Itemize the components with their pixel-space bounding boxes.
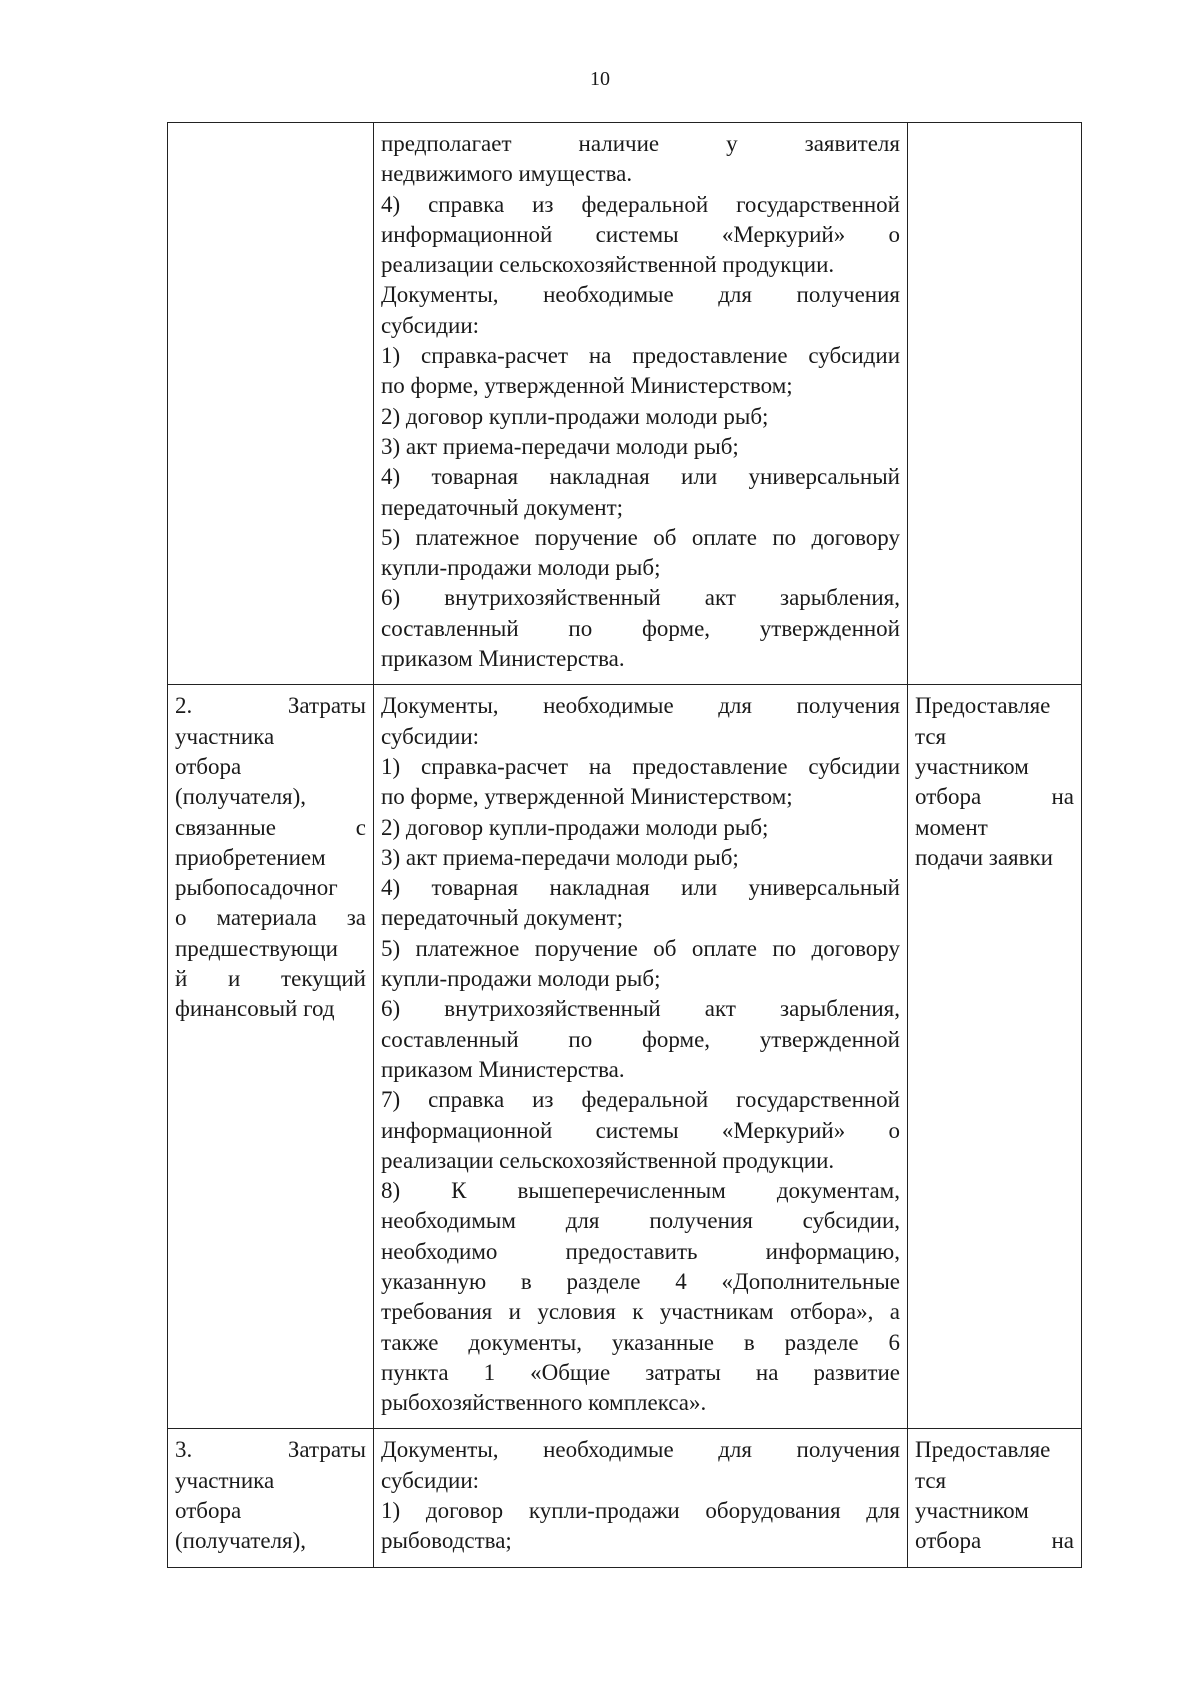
text-line: 7) справка из федеральной государственной [381,1087,900,1113]
text-line: отбора на [915,784,1074,810]
row-2-cost-type-cell [168,685,374,1429]
text-line: купли-продажи молоди рыб; [381,966,661,992]
text-line: реализации сельскохозяйственной продукции. [381,1147,835,1173]
row-3-submission-cell [908,1429,1082,1567]
table-row [168,685,1082,1429]
text-line: 6) внутрихозяйственный акт зарыбления, [381,996,900,1022]
text-line: передаточный документ; [381,905,624,931]
text-line: приобретением [175,844,326,870]
text-line: участником [915,1498,1029,1524]
text-line: рыбоводства; [381,1528,512,1554]
text-line: Предоставляе [915,1437,1051,1463]
text-line: 2) договор купли-продажи молоди рыб; [381,403,769,429]
text-line: требования и условия к участникам отбора», а [381,1299,900,1325]
text-line: участником [915,753,1029,779]
text-line: участника [175,1467,275,1493]
text-line: Документы, необходимые для получения [381,1437,900,1463]
text-line: субсидии: [381,723,480,749]
text-line: 2. Затраты [175,693,366,719]
text-line: необходимо предоставить информацию, [381,1238,900,1264]
text-line: 3) акт приема-передачи молоди рыб; [381,844,739,870]
text-line: субсидии: [381,312,480,338]
text-line: составленный по форме, утвержденной [381,615,900,641]
text-line: 1) договор купли-продажи оборудования для [381,1498,900,1524]
text-line: предшествующи [175,935,338,961]
row-3-documents-cell [374,1429,908,1567]
text-line: Документы, необходимые для получения [381,282,900,308]
text-line: 3) акт приема-передачи молоди рыб; [381,433,739,459]
text-line: участника [175,723,275,749]
text-line: момент [915,814,988,840]
text-line: составленный по форме, утвержденной [381,1026,900,1052]
text-line: й и текущий [175,966,366,992]
text-line: 5) платежное поручение об оплате по договору [381,935,900,961]
text-line: отбора на [915,1528,1074,1554]
text-line: информационной системы «Меркурий» о [381,1117,900,1143]
row-1-submission-cell [908,123,1082,685]
text-line: предполагает наличие у заявителя [381,131,900,156]
text-line: финансовый год [175,996,335,1022]
text-line: 4) товарная накладная или универсальный [381,875,900,901]
text-line: рыбохозяйственного комплекса». [381,1390,707,1416]
text-line: 1) справка-расчет на предоставление субсидии [381,753,900,779]
text-line: отбора [175,1498,242,1524]
text-line: по форме, утвержденной Министерством; [381,784,793,810]
text-line: информационной системы «Меркурий» о [381,221,900,247]
text-line: отбора [175,753,242,779]
text-line: 4) справка из федеральной государственной [381,191,900,217]
table-row [168,123,1082,685]
text-line: 3. Затраты [175,1437,366,1463]
row-1-documents-cell [374,123,908,685]
text-line: Предоставляе [915,693,1051,719]
text-line: купли-продажи молоди рыб; [381,555,661,581]
text-line: 6) внутрихозяйственный акт зарыбления, [381,585,900,611]
table-row [168,1429,1082,1567]
text-line: 1) справка-расчет на предоставление субсидии [381,343,900,369]
text-line: 4) товарная накладная или универсальный [381,464,900,490]
text-line: Документы, необходимые для получения [381,693,900,719]
text-line: недвижимого имущества. [381,161,633,187]
text-line: указанную в разделе 4 «Дополнительные [381,1268,900,1294]
text-line: о материала за [175,905,366,931]
row-3-cost-type-cell [168,1429,374,1567]
row-2-submission-cell [908,685,1082,1429]
text-line: приказом Министерства. [381,646,625,672]
page-number: 10 [590,68,610,90]
text-line: приказом Министерства. [381,1056,625,1082]
text-line: пункта 1 «Общие затраты на развитие [381,1359,900,1385]
text-line: необходимым для получения субсидии, [381,1208,900,1234]
text-line: по форме, утвержденной Министерством; [381,373,793,399]
row-2-documents-cell [374,685,908,1429]
text-line: (получателя), [175,1528,307,1554]
text-line: также документы, указанные в разделе 6 [381,1329,900,1355]
requirements-table [167,122,1082,1568]
text-line: 8) К вышеперечисленным документам, [381,1178,900,1204]
text-line: 2) договор купли-продажи молоди рыб; [381,814,769,840]
text-line: рыбопосадочног [175,875,338,901]
text-line: реализации сельскохозяйственной продукции. [381,252,835,278]
text-line: тся [915,723,947,749]
row-1-cost-type-cell [168,123,374,685]
text-line: (получателя), [175,784,307,810]
text-line: передаточный документ; [381,494,624,520]
text-line: субсидии: [381,1467,480,1493]
text-line: подачи заявки [915,844,1053,870]
text-line: связанные с [175,814,366,840]
text-line: 5) платежное поручение об оплате по договору [381,524,900,550]
text-line: тся [915,1467,947,1493]
